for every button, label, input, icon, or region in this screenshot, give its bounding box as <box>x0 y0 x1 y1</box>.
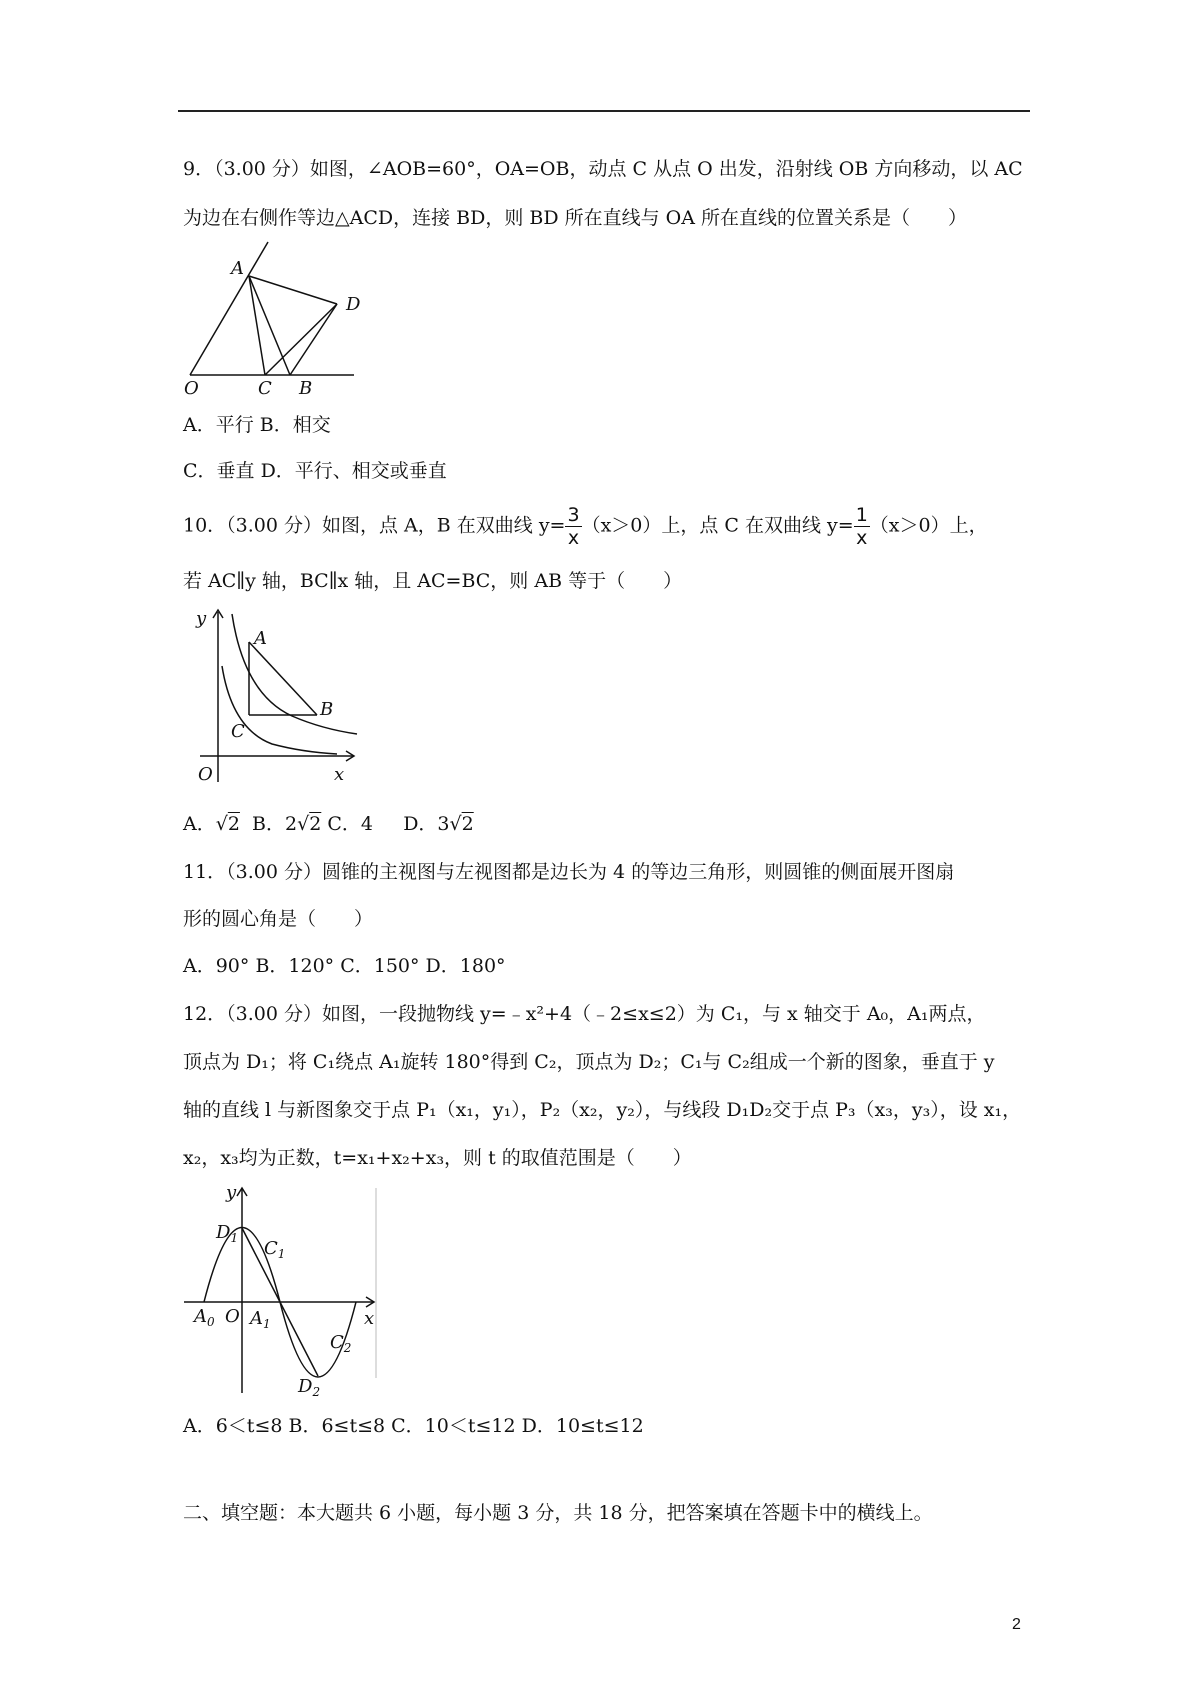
q12-label-D2 <box>297 1376 320 1398</box>
q12-label-A0-sub: 0 <box>207 1315 215 1329</box>
q10-frac2-num: 1 <box>855 504 868 526</box>
q10-line1-c: （x＞0）上， <box>869 514 988 537</box>
q10-frac1-den: x <box>567 527 580 549</box>
page-number: 2 <box>1012 1616 1021 1633</box>
q10-fraction-3-over-x <box>565 504 581 549</box>
q12-label-x: x <box>364 1308 375 1329</box>
q10-line1-b: （x＞0）上，点 C 在双曲线 y= <box>581 514 854 537</box>
sqrt-symbol: √ <box>215 813 228 835</box>
q10-option-c: C．4 <box>327 813 373 835</box>
q10-line1 <box>183 504 988 549</box>
sqrt-symbol: √ <box>297 813 310 835</box>
q12-label-C1-sub: 1 <box>277 1247 286 1261</box>
q12-label-A1-main: A <box>250 1308 263 1329</box>
q12-label-D1 <box>215 1222 238 1245</box>
section-2-heading: 二、填空题：本大题共 6 小题，每小题 3 分，共 18 分，把答案填在答题卡中的横线上。 <box>183 1502 933 1524</box>
q12-label-D1-sub: 1 <box>230 1231 239 1245</box>
q12-line3: 轴的直线 l 与新图象交于点 P₁（x₁，y₁），P₂（x₂，y₂），与线段 D₁D₂交于点 P₃（x₃，y₃），设 x₁， <box>183 1099 1022 1121</box>
q10-options <box>183 811 474 837</box>
q9-options-1: A．平行 B．相交 <box>183 414 331 436</box>
q12-label-O: O <box>225 1306 240 1327</box>
q12-line1: 12．（3.00 分）如图，一段抛物线 y=﹣x²+4（﹣2≤x≤2）为 C₁，与 x 轴交于 A₀，A₁两点， <box>183 1003 986 1025</box>
q12-label-D1-main: D <box>216 1222 231 1243</box>
q10-line2: 若 AC∥y 轴，BC∥x 轴，且 AC=BC，则 AB 等于（ ） <box>183 570 683 592</box>
q10-option-d: D．3 <box>403 813 450 835</box>
q10-fraction-1-over-x <box>854 504 870 549</box>
q9-label-O: O <box>184 378 199 398</box>
q9-label-B: B <box>299 378 313 398</box>
q10-label-A: A <box>254 628 267 649</box>
q10-option-b: B．2 <box>252 813 298 835</box>
q9-label-C: C <box>258 378 272 398</box>
q10-label-x: x <box>334 764 345 784</box>
q10-frac1-num: 3 <box>567 504 580 526</box>
q12-label-A0-main: A <box>194 1306 207 1327</box>
q10-radicand-d: 2 <box>461 813 474 835</box>
q12-label-C1-main: C <box>264 1238 278 1259</box>
q9-label-D: D <box>346 294 361 315</box>
q9-line1: 9．（3.00 分）如图，∠AOB=60°，OA=OB，动点 C 从点 O 出发，沿射线 OB 方向移动，以 AC <box>183 158 1023 180</box>
q10-option-a: A． <box>183 813 216 835</box>
q12-label-A1 <box>248 1308 271 1331</box>
q11-line1: 11．（3.00 分）圆锥的主视图与左视图都是边长为 4 的等边三角形，则圆锥的侧面展开图扇 <box>183 861 955 883</box>
q9-label-A: A <box>231 258 244 279</box>
q12-label-A1-sub: 1 <box>263 1317 271 1331</box>
q11-line2: 形的圆心角是（ ） <box>183 908 374 930</box>
q10-label-y: y <box>196 608 207 629</box>
q10-label-C: C <box>231 721 245 742</box>
q10-line1-a: 10．（3.00 分）如图，点 A，B 在双曲线 y= <box>183 514 566 537</box>
header-rule <box>178 110 1030 112</box>
q10-frac2-den: x <box>856 527 868 549</box>
q12-label-C2-sub: 2 <box>343 1341 352 1355</box>
q10-label-O: O <box>198 764 213 784</box>
q12-figure <box>182 1178 382 1398</box>
q12-line2: 顶点为 D₁；将 C₁绕点 A₁旋转 180°得到 C₂，顶点为 D₂；C₁与 C₂组成一个新的图象，垂直于 y <box>183 1051 995 1073</box>
q9-line2: 为边在右侧作等边△ACD，连接 BD，则 BD 所在直线与 OA 所在直线的位置关系是（ ） <box>183 207 967 229</box>
q12-line4: x₂，x₃均为正数，t=x₁+x₂+x₃，则 t 的取值范围是（ ） <box>183 1147 692 1169</box>
q12-label-D2-sub: 2 <box>312 1385 321 1398</box>
q10-figure <box>182 604 362 784</box>
q12-label-C2-main: C <box>330 1332 344 1353</box>
q12-label-D2-main: D <box>298 1376 313 1397</box>
q9-figure <box>182 238 362 398</box>
q9-options-2: C．垂直 D．平行、相交或垂直 <box>183 460 447 482</box>
q12-label-y: y <box>226 1182 237 1203</box>
q11-options: A．90° B．120° C．150° D．180° <box>183 955 506 977</box>
q12-options: A．6＜t≤8 B．6≤t≤8 C．10＜t≤12 D．10≤t≤12 <box>183 1415 644 1437</box>
q10-radicand-a: 2 <box>227 813 240 835</box>
q10-label-B: B <box>320 699 334 720</box>
q12-label-C1 <box>264 1238 285 1261</box>
q10-radicand-b: 2 <box>309 813 322 835</box>
q12-label-C2 <box>330 1332 351 1355</box>
sqrt-symbol: √ <box>449 813 462 835</box>
q12-label-A0 <box>192 1306 215 1329</box>
